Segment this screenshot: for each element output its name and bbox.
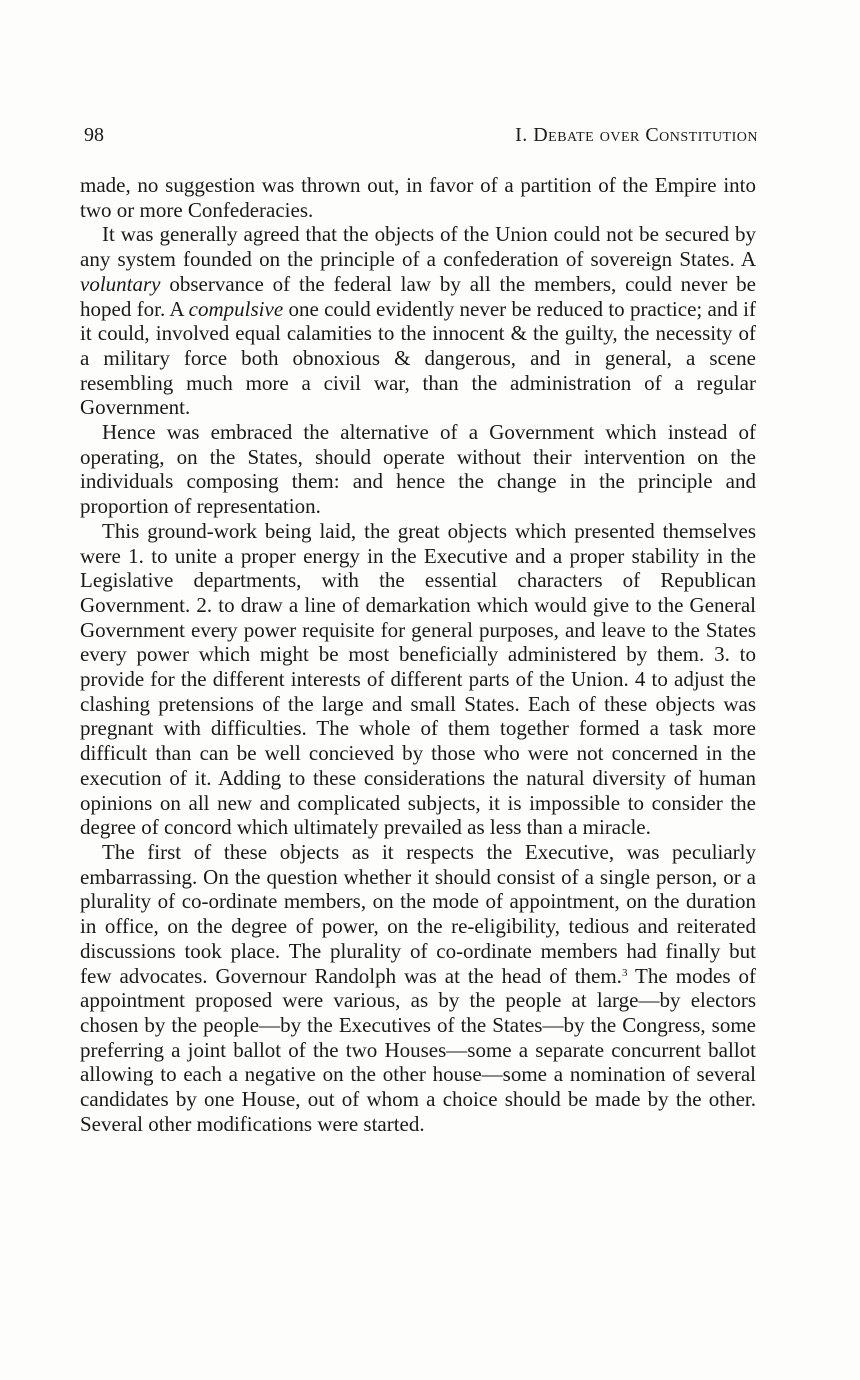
emphasis-compulsive: compulsive [188,296,284,321]
paragraph-4: This ground-work being laid, the great objects which presented themselves were 1. to unite a proper energy in the Executive and a proper stability in the Legislative departments, with the essential characters of Republican Government. 2. to draw a line of demarkation which would give to the General Government every power requisite for general purposes, and leave to the States every power which might be most beneficially administered by them. 3. to provide for the different interests of different parts of the Union. 4 to adjust the clashing pretensions of the large and small States. Each of these objects was pregnant with difficulties. The whole of them together formed a task more difficult than can be well concieved by those who were not concerned in the execution of it. Adding to these considerations the natural diversity of human opinions on all new and complicated subjects, it is impossible to consider the degree of concord which ultimately prevailed as less than a miracle. [80,518,756,840]
page-number: 98 [84,124,104,146]
body-text [80,173,756,1136]
paragraph-2 [80,222,756,420]
paragraph-3: Hence was embraced the alternative of a Government which instead of operating, on the States, should operate without their intervention on the individuals composing them: and hence the change in the principle and proportion of representation. [80,420,756,519]
paragraph-1: made, no suggestion was thrown out, in favor of a partition of the Empire into two or more Confederacies. [80,173,756,222]
paragraph-2-text-c: one could evidently never be reduced to practice; and if it could, involved equal calamities to the innocent & the guilty, the necessity of a military force both obnoxious & dangerous, and in general, a scene resembling much more a civil war, than the administration of a regular Government. [80,296,757,420]
paragraph-2-text-b: observance of the federal law by all the members, could never be hoped for. A [80,271,756,321]
paragraph-5-text-b: The modes of appointment proposed were various, as by the people at large—by electors chosen by the people—by the Executives of the States—by the Congress, some preferring a joint ballot of the two Houses—some a separate concurrent ballot allowing to each a negative on the other house—some a nomination of several candidates by one House, out of whom a choice should be made by the other. Several other modifications were started. [80,963,757,1136]
section-title: I. Debate over Constitution [515,124,758,146]
paragraph-5-text-a: The first of these objects as it respects the Executive, was peculiarly embarrassing. On the question whether it should consist of a single person, or a plurality of co-ordinate members, on the mode of appointment, on the duration in office, on the degree of power, on the re-eligibility, tedious and reiterated discussions took place. The plurality of co-ordinate members had finally but few advocates. Governour Randolph was at the head of them. [80,839,756,988]
emphasis-voluntary: voluntary [80,271,161,296]
paragraph-2-text-a: It was generally agreed that the objects of the Union could not be secured by any system founded on the principle of a confederation of sovereign States. A [80,222,756,272]
running-head [84,124,758,154]
footnote-reference: 3 [621,966,628,979]
paragraph-5 [80,840,756,1136]
